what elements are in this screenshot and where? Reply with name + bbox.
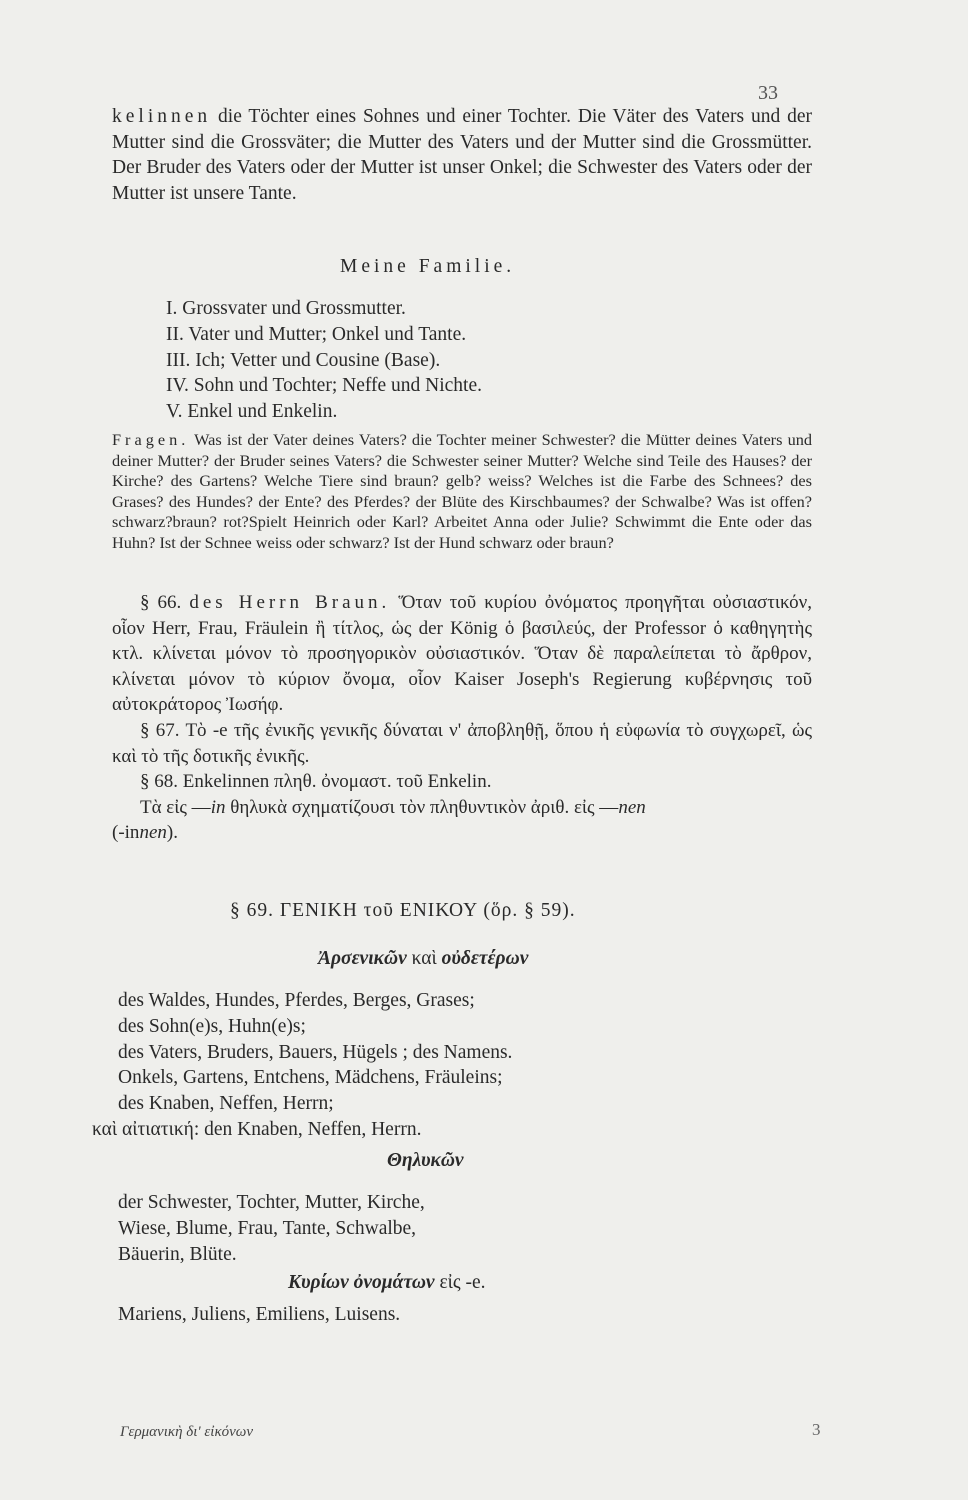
proper-heading-plain: εἰς -e.	[434, 1272, 486, 1293]
sec68-text-e: (-in	[112, 822, 140, 844]
proper-names-heading	[288, 1272, 486, 1294]
masc-neut-list	[92, 988, 513, 1143]
questions-paragraph	[112, 430, 812, 554]
masc-heading-bold2: οὐδετέρων	[441, 948, 529, 969]
list-item: Wiese, Blume, Frau, Tante, Schwalbe,	[118, 1217, 417, 1239]
proper-heading-bold: Κυρίων ὀνομάτων	[288, 1272, 435, 1293]
sec68-italic-nen: nen	[618, 796, 646, 818]
sec66-text: Ὅταν τοῦ κυρίου ὀνόματος προηγῆται οὐσιαστικόν, οἷον Herr, Frau, Fräulein ἢ τίτλος, ὡς der König ὁ βασιλεύς, der Professor ὁ καθηγητὴς κτλ. κλίνεται μόνον τὸ προσηγορικὸν οὐσιαστικόν. Ὅταν δὲ παραλείπεται τὸ ἄρθρον, κλίνεται μόνον τὸ κύριον ὄνομα, οἷον Kaiser Joseph's Regierung κυβέρνησις τοῦ αὐτοκράτορος Ἰωσήφ.	[112, 592, 813, 716]
footer-signature: 3	[812, 1420, 821, 1439]
sec68-italic-in: in	[210, 796, 226, 818]
questions-text: Was ist der Vater deines Vaters? die Tochter meiner Schwester? die Mütter deines Vaters und deiner Mutter? der Bruder seines Vaters? die Schwester seiner Mutter? Welche sind Teile des Hauses? der Kirche? des Gartens? Welche Tiere sind braun? gelb? weiss? Welches ist die Farbe des Schnees? des Grases? des Hundes? der Ente? des Pferdes? der Blüte des Kirschbaumes? der Schwalbe? Was ist offen?schwarz?braun? rot?Spielt Heinrich oder Karl? Arbeitet Anna oder Julie? Schwimmt die Ente oder das Huhn? Ist der Schnee weiss oder schwarz? Ist der Hund schwarz oder braun?	[112, 430, 812, 552]
questions-spaced-word: Fragen.	[112, 430, 190, 449]
sec68-text-c: θηλυκὰ σχηματίζουσι τὸν πληθυντικὸν ἀριθ. εἰς —	[225, 796, 619, 818]
sec66-spaced: des Herrn Braun.	[189, 592, 391, 613]
sec68-text-a: Τὰ εἰς —	[140, 796, 211, 818]
intro-spaced-word: kelinnen	[112, 106, 212, 127]
list-item: Mariens, Juliens, Emiliens, Luisens.	[118, 1304, 401, 1325]
list-item: καὶ αἰτιατική: den Knaben, Neffen, Herrn.	[92, 1118, 422, 1140]
section-68-line3	[112, 820, 812, 846]
section-69-heading: § 69. ΓΕΝΙΚΗ τοῦ ΕΝΙΚΟΥ (ὅρ. § 59).	[230, 900, 576, 921]
fem-heading: Θηλυκῶν	[387, 1150, 464, 1171]
sec66-number: § 66.	[140, 592, 182, 613]
list-item: der Schwester, Tochter, Mutter, Kirche,	[118, 1192, 425, 1213]
footer-title: Γερμανικὴ δι' εἰκόνων	[120, 1424, 254, 1440]
section-68-line1: § 68. Enkelinnen πληθ. ὀνομαστ. τοῦ Enkelin.	[140, 771, 492, 793]
outline-item: III. Ich; Vetter und Cousine (Base).	[166, 349, 441, 371]
page-number: 33	[758, 82, 778, 104]
familie-heading: Meine Familie.	[340, 256, 516, 277]
sec68-italic-nen2: nen	[139, 822, 167, 844]
section-67: § 67. Τὸ -e τῆς ἐνικῆς γενικῆς δύναται ν' ἀποβληθῇ, ὅπου ἡ εὐφωνία τὸ συγχωρεῖ, ὡς καὶ τὸ τῆς δοτικῆς ἐνικῆς.	[112, 719, 812, 767]
sec68-text-f: ).	[166, 822, 178, 844]
outline-item: V. Enkel und Enkelin.	[166, 401, 338, 423]
masc-heading-bold1: Ἀρσενικῶν	[318, 948, 407, 969]
masc-neut-heading	[318, 948, 528, 970]
section-66	[112, 590, 812, 718]
list-item: Bäuerin, Blüte.	[118, 1243, 237, 1265]
intro-paragraph	[112, 104, 812, 206]
list-item: des Sohn(e)s, Huhn(e)s;	[118, 1015, 306, 1037]
list-item: des Waldes, Hundes, Pferdes, Berges, Grases;	[118, 990, 475, 1011]
outline-item: I. Grossvater und Grossmutter.	[166, 298, 406, 319]
list-item: des Vaters, Bruders, Bauers, Hügels ; des Namens.	[118, 1041, 513, 1063]
proper-names-list	[118, 1302, 400, 1328]
outline-item: II. Vater und Mutter; Onkel und Tante.	[166, 323, 467, 345]
list-item: Onkels, Gartens, Entchens, Mädchens, Fräuleins;	[118, 1067, 503, 1089]
section-68-line2	[112, 795, 812, 821]
grammar-sections	[112, 590, 812, 846]
outline-item: IV. Sohn und Tochter; Neffe und Nichte.	[166, 375, 482, 397]
list-item: des Knaben, Neffen, Herrn;	[118, 1093, 334, 1115]
intro-text: die Töchter eines Sohnes und einer Tochter. Die Väter des Vaters und der Mutter sind die Grossväter; die Mutter des Vaters und der Mutter sind die Grossmütter. Der Bruder des Vaters oder der Mutter ist unser Onkel; die Schwester des Vaters oder der Mutter ist unsere Tante.	[112, 106, 812, 204]
masc-heading-plain: καὶ	[406, 948, 442, 969]
family-outline	[166, 296, 766, 425]
fem-list	[118, 1190, 425, 1267]
